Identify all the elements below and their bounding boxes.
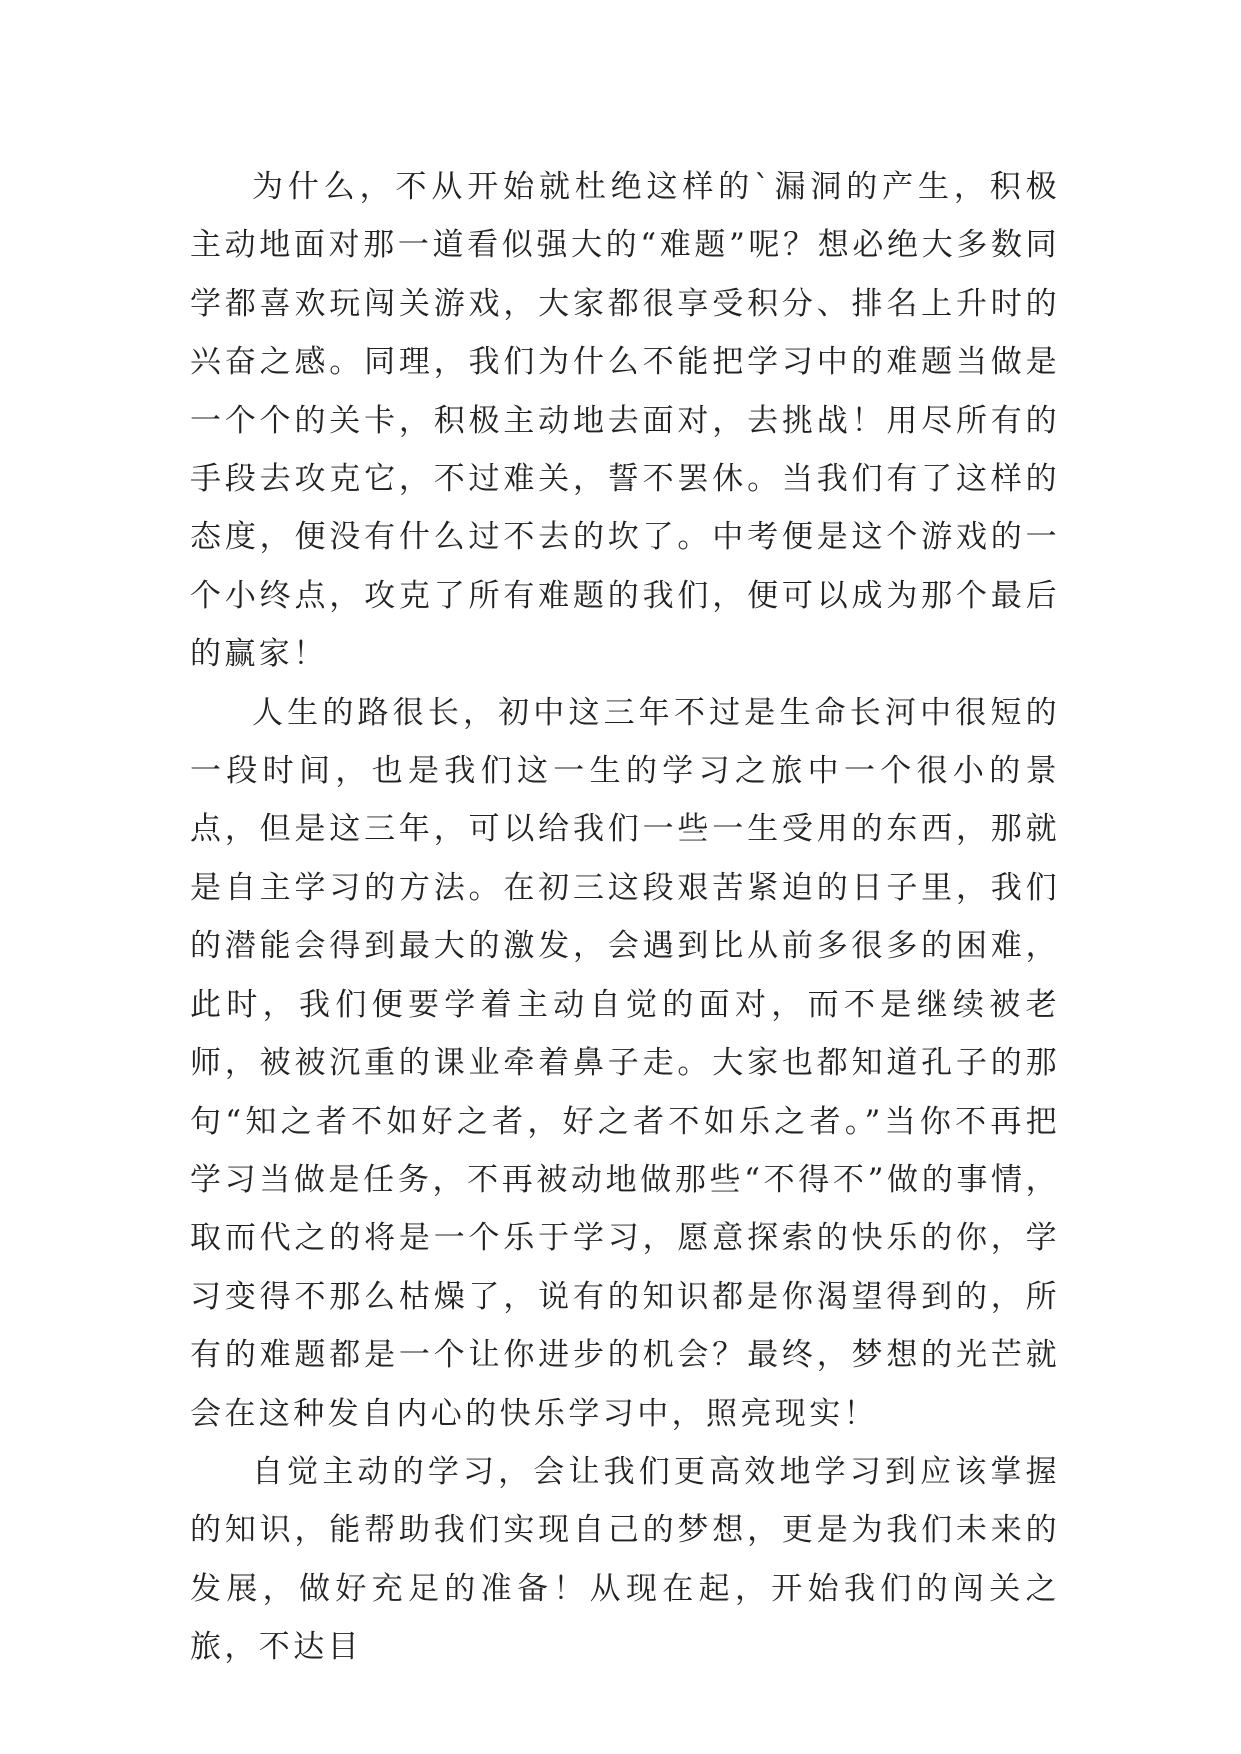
paragraph-1: 为什么，不从开始就杜绝这样的`漏洞的产生，积极主动地面对那一道看似强大的“难题”呢？想必绝大多数同学都喜欢玩闯关游戏，大家都很享受积分、排名上升时的兴奋之感。同理，我们为什么不能把学习中的难题当做是一个个的关卡，积极主动地去面对，去挑战！用尽所有的手段去攻克它，不过难关，誓不罢休。当我们有了这样的态度，便没有什么过不去的坎了。中考便是这个游戏的一个小终点，攻克了所有难题的我们，便可以成为那个最后的赢家！ [190, 169, 1060, 673]
paragraph-3: 自觉主动的学习，会让我们更高效地学习到应该掌握的知识，能帮助我们实现自己的梦想，更是为我们未来的发展，做好充足的准备！从现在起，开始我们的闯关之旅，不达目 [190, 1453, 1060, 1666]
paragraph-2: 人生的路很长，初中这三年不过是生命长河中很短的一段时间，也是我们这一生的学习之旅中一个很小的景点，但是这三年，可以给我们一些一生受用的东西，那就是自主学习的方法。在初三这段艰苦紧迫的日子里，我们的潜能会得到最大的激发，会遇到比从前多很多的困难，此时，我们便要学着主动自觉的面对，而不是继续被老师，被被沉重的课业牵着鼻子走。大家也都知道孔子的那句“知之者不如好之者，好之者不如乐之者。”当你不再把学习当做是任务，不再被动地做那些“不得不”做的事情，取而代之的将是一个乐于学习，愿意探索的快乐的你，学习变得不那么枯燥了，说有的知识都是你渴望得到的，所有的难题都是一个让你进步的机会？最终，梦想的光芒就会在这种发自内心的快乐学习中，照亮现实！ [190, 694, 1060, 1432]
document-page [190, 158, 1060, 1678]
